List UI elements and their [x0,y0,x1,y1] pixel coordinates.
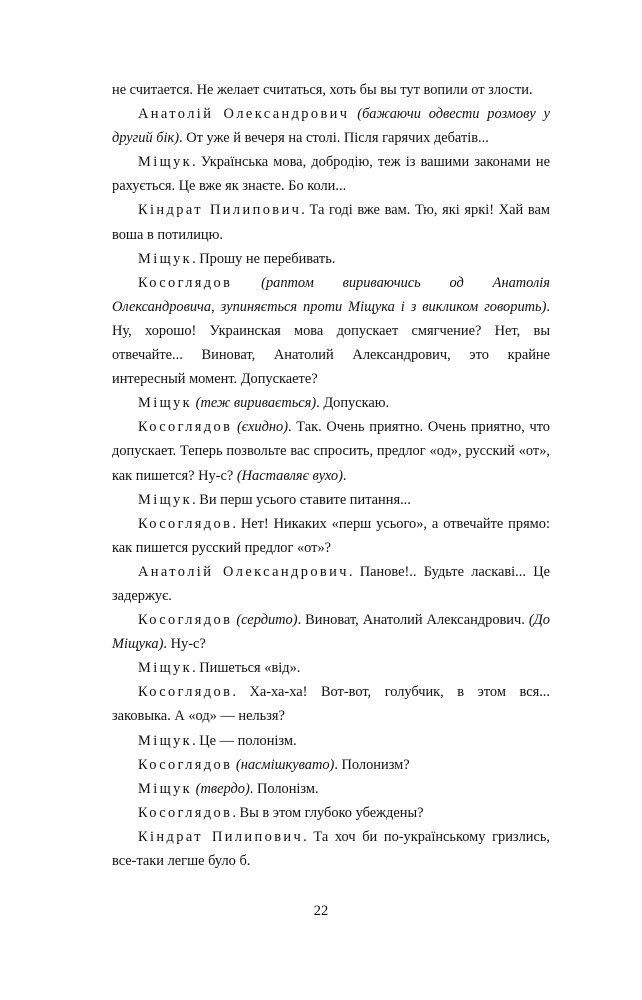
page-number: 22 [313,903,329,919]
dialogue-text: . От уже й вечеря на столі. Після гарячих дебатів... [179,130,489,147]
speaker-name: Косоглядов [138,804,233,821]
dialogue-paragraph [112,608,550,656]
dialogue-text: . Та годі вже вам. Тю, які яркі! Хай вам воша в потилицю. [112,202,550,243]
dialogue-paragraph [112,512,550,560]
dialogue-text: . Прошу не перебивать. [192,250,336,267]
dialogue-paragraph [112,680,550,728]
stage-direction: (єхидно) [236,419,289,436]
speaker-name: Міщук [138,250,193,267]
speaker-name: Кіндрат Пилипович [138,202,302,219]
stage-direction: (сердито) [236,612,298,629]
dialogue-text: . Ну-с? [163,636,206,653]
dialogue-paragraph [112,560,550,608]
dialogue-text: . [342,467,347,484]
speaker-name: Косоглядов [138,515,233,532]
speaker-name: Міщук [138,660,193,677]
dialogue-paragraph [112,801,550,825]
stage-direction: (До Міщука) [112,612,550,653]
dialogue-paragraph [112,271,550,391]
stage-direction: (бажаючи одвести розмову у другий бік) [112,106,550,147]
dialogue-paragraph [112,729,550,753]
dialogue-paragraph [112,198,550,246]
dialogue-text: . Та хоч би по-українському гризлись, все-таки легше було б. [112,828,551,869]
dialogue-text [232,275,261,291]
dialogue-paragraph [112,150,550,198]
speaker-name: Міщук [138,395,193,412]
dialogue-paragraph [112,415,550,487]
dialogue-text: . Вы в этом глубоко убеждены? [232,804,424,821]
speaker-name: Кіндрат Пилипович [138,828,304,845]
dialogue-text: . Виноват, Анатолий Александрович. [297,612,529,629]
dialogue-paragraph [112,78,550,102]
dialogue-paragraph [112,777,550,801]
stage-direction: (твердо) [195,780,250,797]
dialogue-text: . Ви перш усього ставите питання... [192,491,411,508]
stage-direction: (раптом вириваючись од Анатолія Олександровича, зупиняється проти Міщука і з викликом говорить) [112,274,550,315]
dialogue-text: не считается. Не желает считаться, хоть бы вы тут вопили от злости. [112,82,533,98]
dialogue-text: . Ну, хорошо! Украинская мова допускает смягчение? Нет, вы отвечайте... Виноват, Анатолий Александрович, это крайне интересный момент. Допускаете? [112,298,550,388]
speaker-name: Косоглядов [138,419,233,436]
dialogue-paragraph [112,488,550,512]
speaker-name: Косоглядов [138,684,233,701]
dialogue-paragraph [112,391,550,415]
dialogue-paragraph [112,102,550,150]
dialogue-text: . Нет! Никаких «перш усього», а отвечайте прямо: как пишется русский предлог «от»? [112,515,550,556]
stage-direction: (теж виривається) [195,395,317,412]
speaker-name: Міщук [138,491,193,508]
dialogue-text: . Так. Очень приятно. Очень приятно, что допускает. Теперь позвольте вас спросить, предлог «од», русский «от», как пишется? Ну-с? [112,419,550,484]
dialogue-text: . Це — полонізм. [192,732,297,749]
speaker-name: Міщук [138,732,193,749]
speaker-name: Анатолій Олександрович [138,106,350,123]
dialogue-text: . Панове!.. Будьте ласкаві... Це задержує. [112,563,550,604]
stage-direction: (насмішкувато) [235,756,335,773]
dialogue-paragraph [112,656,550,680]
speaker-name: Міщук [138,154,193,171]
speaker-name: Косоглядов [138,756,233,773]
dialogue-text: . Пишеться «від». [192,660,301,677]
dialogue-text: . Ха-ха-ха! Вот-вот, голубчик, в этом вся... заковыка. А «од» — нельзя? [112,684,550,725]
speaker-name: Косоглядов [138,612,233,629]
dialogue-text: . Полонизм? [334,756,410,773]
speaker-name: Косоглядов [138,274,233,291]
dialogue-paragraph [112,247,550,271]
speaker-name: Анатолій Олександрович [138,563,349,580]
dialogue-text: . Українська мова, добродію, теж із вашими законами не рахується. Це вже як знаєте. Бо коли... [112,154,550,195]
page-body-text [112,78,550,873]
dialogue-text: . Полонізм. [249,780,319,797]
stage-direction: (Наставляє вухо) [236,467,343,484]
dialogue-paragraph [112,825,550,873]
speaker-name: Міщук [138,780,193,797]
dialogue-text: . Допускаю. [316,395,390,412]
dialogue-paragraph [112,753,550,777]
